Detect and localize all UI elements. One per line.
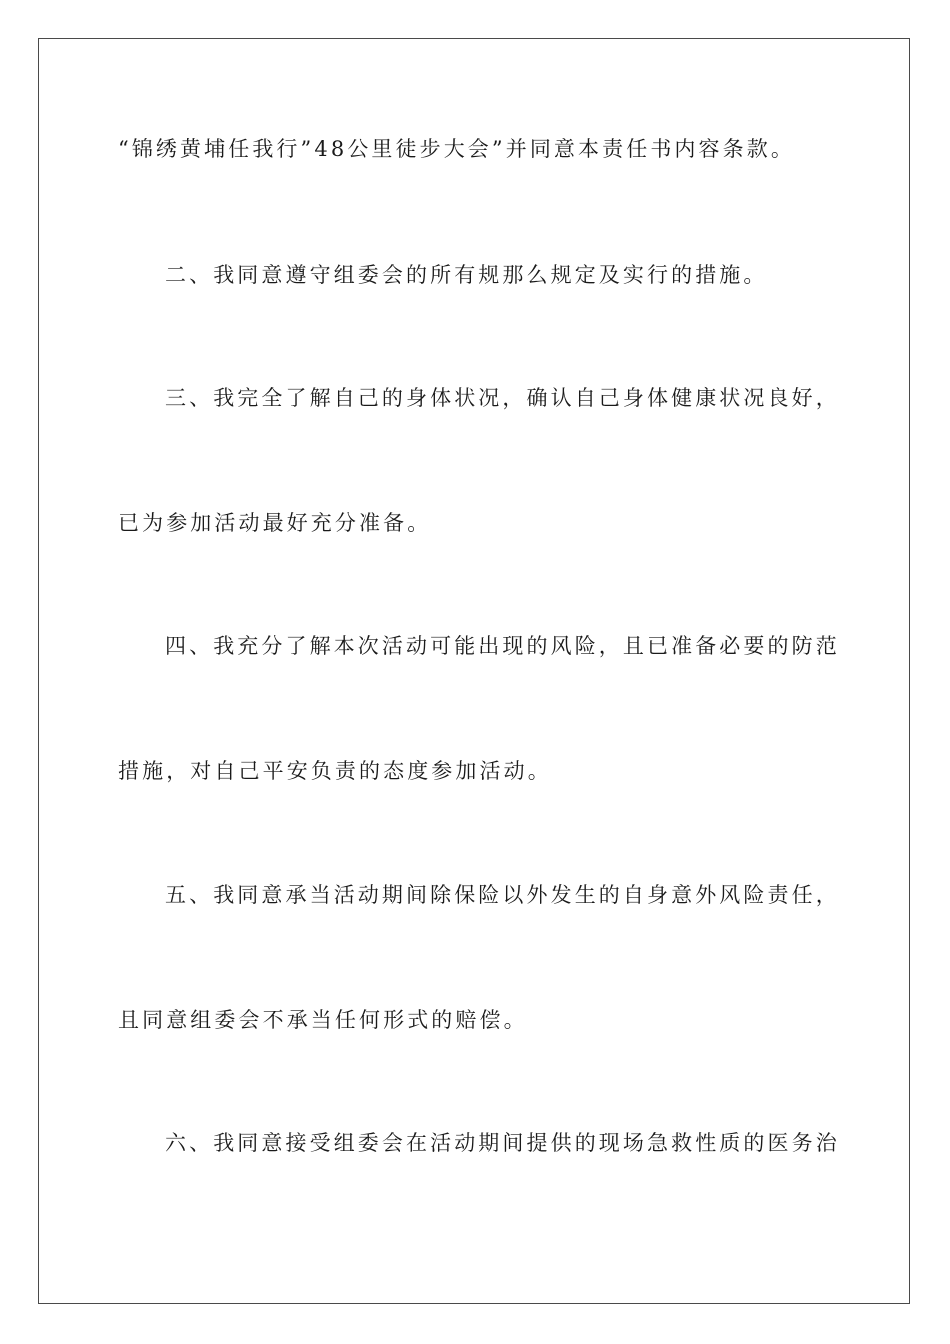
clause-4-line-1: 四、我充分了解本次活动可能出现的风险，且已准备必要的防范: [165, 634, 840, 658]
clause-5-line-1: 五、我同意承当活动期间除保险以外发生的自身意外风险责任，: [165, 883, 840, 907]
clause-3-line-2: 已为参加活动最好充分准备。: [118, 511, 432, 535]
text-line-1: “锦绣黄埔任我行”48公里徒步大会”并同意本责任书内容条款。: [118, 137, 795, 161]
page-border: [38, 38, 910, 1304]
clause-4-line-2: 措施，对自己平安负责的态度参加活动。: [118, 759, 552, 783]
clause-5-line-2: 且同意组委会不承当任何形式的赔偿。: [118, 1008, 528, 1032]
clause-6-line-1: 六、我同意接受组委会在活动期间提供的现场急救性质的医务治: [165, 1131, 840, 1155]
clause-3-line-1: 三、我完全了解自己的身体状况，确认自己身体健康状况良好，: [165, 386, 840, 410]
clause-2-line-1: 二、我同意遵守组委会的所有规那么规定及实行的措施。: [165, 263, 768, 287]
